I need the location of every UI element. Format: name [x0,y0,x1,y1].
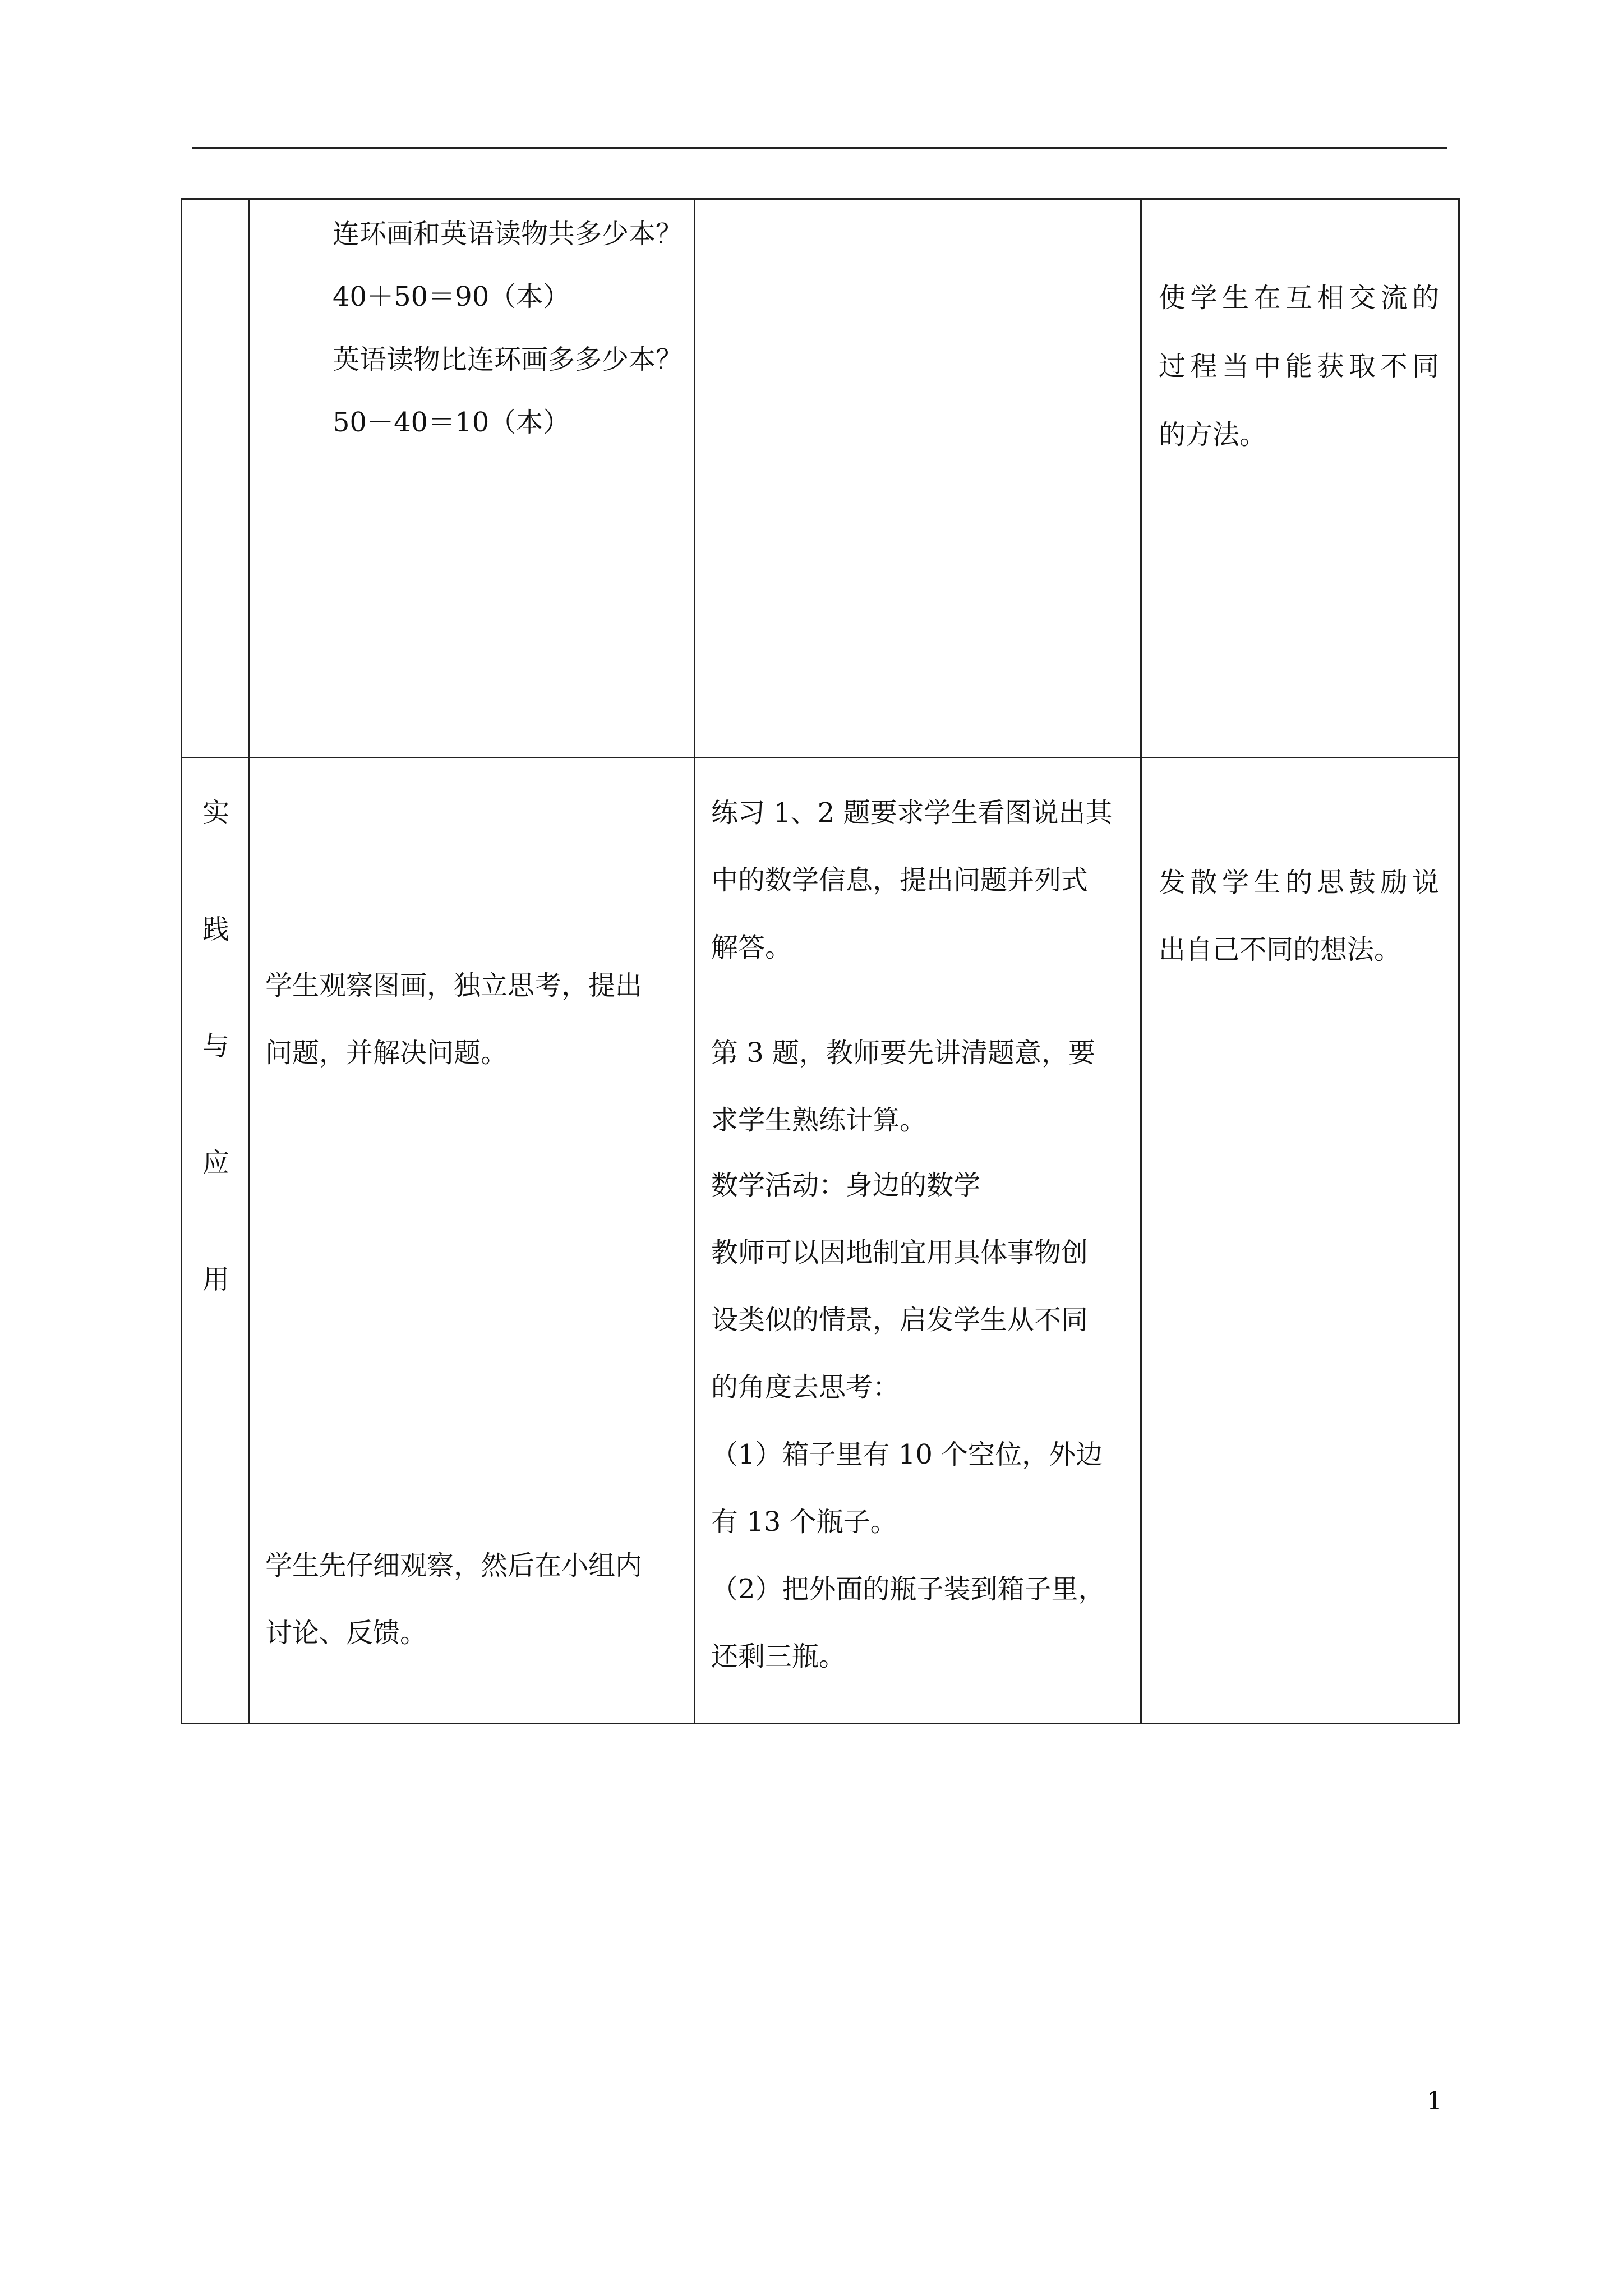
teacher-activity-cell [695,758,1141,1724]
section-cell [182,758,249,1724]
section-char: 应 [202,1147,229,1179]
teacher-activity-cell [695,199,1141,758]
text-line: 出自己不同的想法。 [1159,934,1401,965]
text-line: （1）箱子里有 10 个空位，外边 [711,1439,1103,1470]
section-char: 践 [202,914,229,945]
text-line: 过程当中能获取不同 [1159,351,1439,382]
text-line: 练习 1、2 题要求学生看图说出其 [711,797,1113,829]
text-line: 发散学生的思鼓励说 [1159,867,1439,898]
student-activity-cell [249,758,695,1724]
text-line: 40＋50＝90（本） [333,281,570,312]
text-line: 还剩三瓶。 [711,1641,846,1672]
section-char: 实 [202,797,229,829]
table-row [182,199,1459,758]
text-line: 学生先仔细观察，然后在小组内 [265,1550,643,1581]
page-number: 1 [1427,2087,1442,2115]
text-line: 的角度去思考： [711,1372,900,1403]
text-line: 有 13 个瓶子。 [711,1506,897,1538]
text-line: 50－40＝10（本） [333,407,570,438]
text-line: 数学活动：身边的数学 [711,1170,981,1201]
text-line: 讨论、反馈。 [265,1617,427,1649]
text-line: 中的数学信息，提出问题并列式 [711,864,1089,896]
text-line: 解答。 [711,932,792,963]
text-line: 问题，并解决问题。 [265,1037,508,1069]
text-line: 第 3 题，教师要先讲清题意，要 [711,1037,1096,1069]
section-char: 与 [202,1030,229,1062]
design-intent-cell [1141,199,1459,758]
text-line: 求学生熟练计算。 [711,1105,927,1136]
section-cell [182,199,249,758]
text-line: 学生观察图画，独立思考，提出 [265,970,643,1001]
text-line: 教师可以因地制宜用具体事物创 [711,1237,1089,1268]
student-activity-cell [249,199,695,758]
header-rule [192,147,1447,149]
table-row [182,758,1459,1724]
lesson-plan-table [181,198,1460,1724]
text-line: 连环画和英语读物共多少本？ [333,218,683,250]
text-line: 使学生在互相交流的 [1159,282,1439,314]
text-line: 的方法。 [1159,419,1267,450]
text-line: （2）把外面的瓶子装到箱子里， [711,1573,1105,1605]
text-line: 设类似的情景，启发学生从不同 [711,1304,1089,1336]
design-intent-cell [1141,758,1459,1724]
section-char: 用 [202,1264,229,1295]
text-line: 英语读物比连环画多多少本？ [333,344,683,375]
